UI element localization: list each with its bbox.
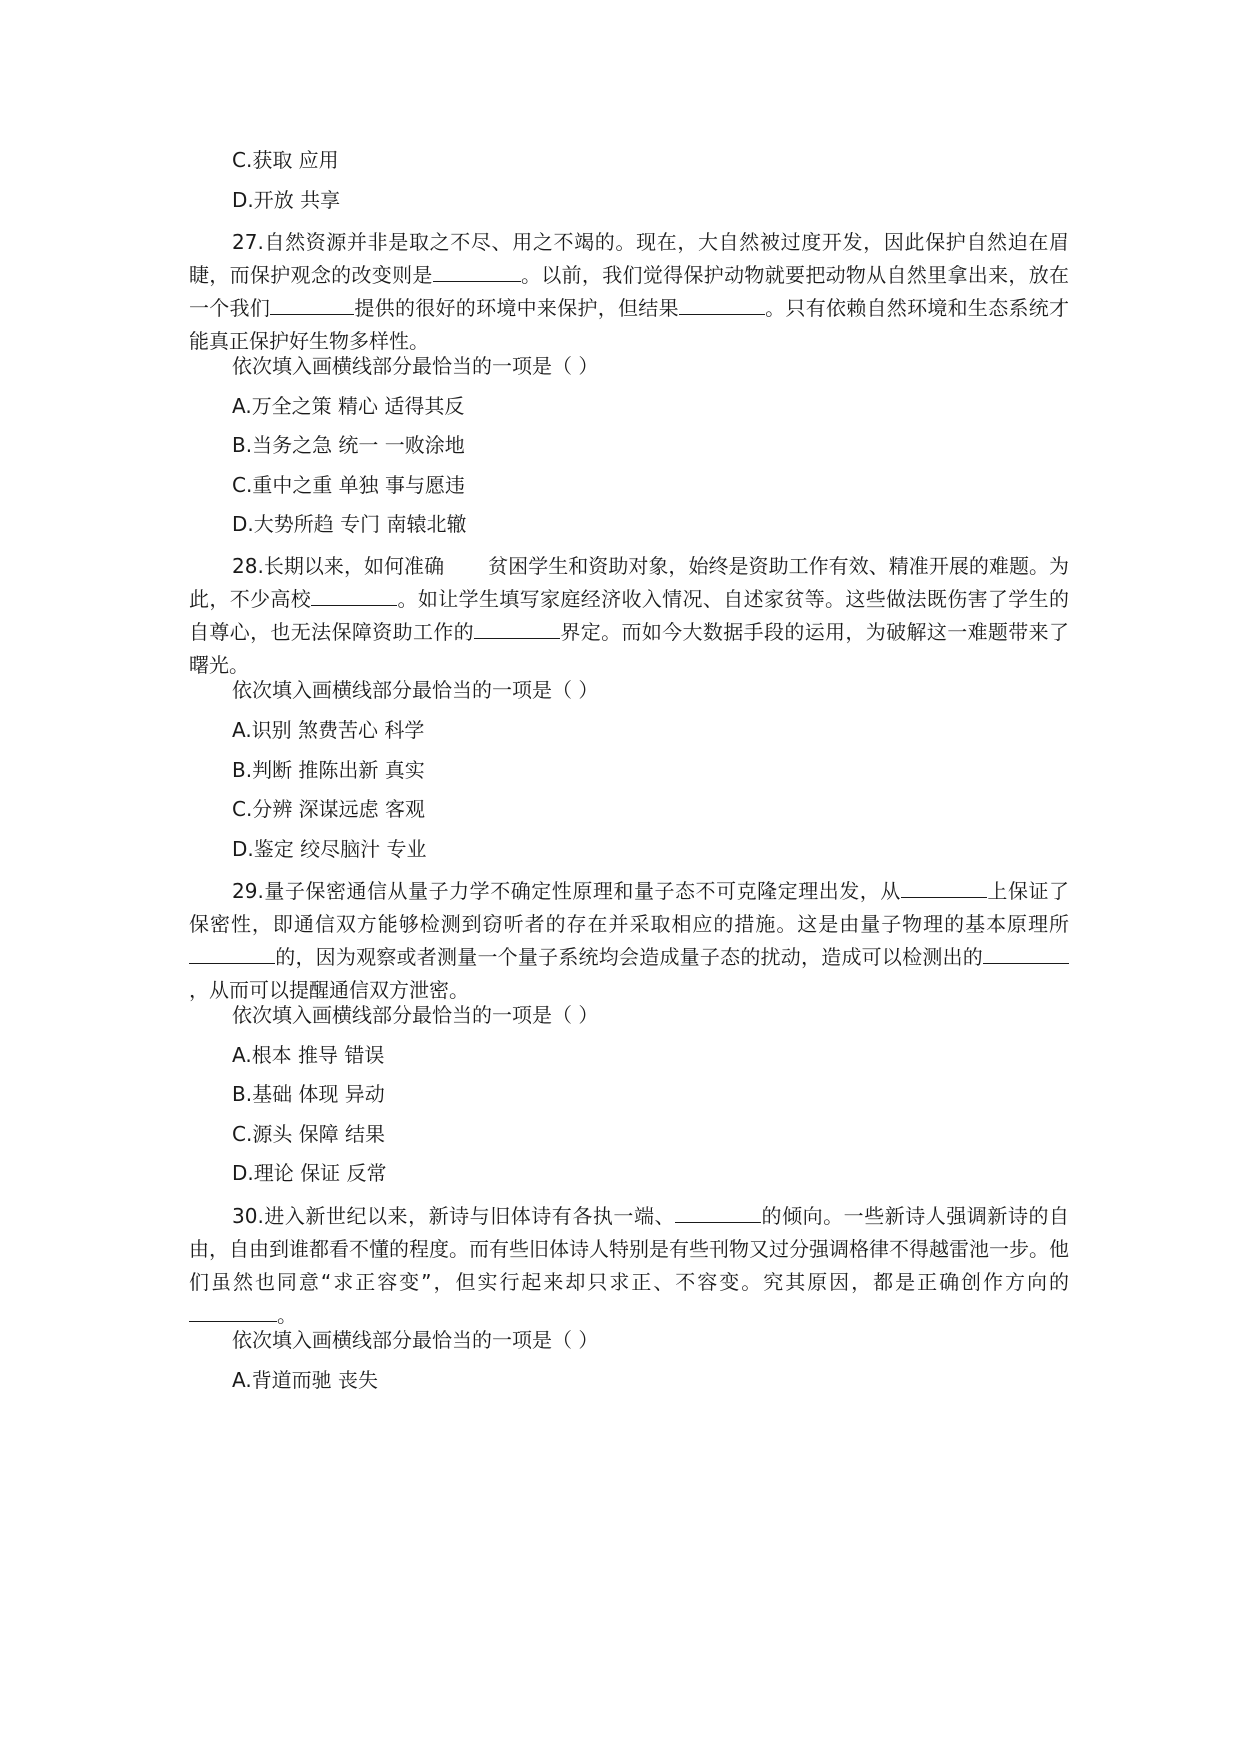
question-28-stem: 28.长期以来，如何准确 贫困学生和资助对象，始终是资助工作有效、精准开展的难题。为此，不少高校 。如让学生填写家庭经济收入情况、自述家贫等。这些做法既伤害了学生的自尊心，也无法保障资助工作的 界定。而如今大数据手段的运用，为破解这一难题带来了曙光。 — [189, 554, 1070, 677]
question-28-option-a: A.识别 煞费苦心 科学 — [232, 718, 425, 742]
question-29-prompt: 依次填入画横线部分最恰当的一项是（ ） — [232, 1003, 599, 1027]
question-30-prompt: 依次填入画横线部分最恰当的一项是（ ） — [232, 1328, 599, 1352]
question-27-option-d: D.大势所趋 专门 南辕北辙 — [232, 512, 467, 536]
question-29-option-d: D.理论 保证 反常 — [232, 1161, 387, 1185]
question-28-option-b: B.判断 推陈出新 真实 — [232, 758, 425, 782]
option-d-prev: D.开放 共享 — [232, 188, 341, 212]
question-number: 28. — [232, 554, 264, 578]
question-27-option-c: C.重中之重 单独 事与愿违 — [232, 473, 466, 497]
question-28-option-c: C.分辨 深谋远虑 客观 — [232, 797, 426, 821]
fill-blank — [474, 616, 560, 639]
fill-blank — [270, 292, 354, 315]
question-27-prompt: 依次填入画横线部分最恰当的一项是（ ） — [232, 354, 599, 378]
question-30-option-a: A.背道而驰 丧失 — [232, 1368, 379, 1392]
fill-blank — [983, 941, 1069, 964]
fill-blank — [675, 1200, 761, 1223]
fill-blank — [901, 875, 987, 898]
question-28-option-d: D.鉴定 绞尽脑汁 专业 — [232, 837, 427, 861]
question-number: 30. — [232, 1204, 264, 1228]
fill-blank — [311, 583, 397, 606]
question-number: 27. — [232, 230, 264, 254]
fill-blank — [189, 941, 275, 964]
fill-blank — [189, 1299, 277, 1322]
option-c-prev: C.获取 应用 — [232, 148, 339, 172]
question-27-option-a: A.万全之策 精心 适得其反 — [232, 394, 465, 418]
question-27-option-b: B.当务之急 统一 一败涂地 — [232, 433, 465, 457]
question-29-option-b: B.基础 体现 异动 — [232, 1082, 385, 1106]
question-29-stem: 29.量子保密通信从量子力学不确定性原理和量子态不可克隆定理出发，从 上保证了保密性，即通信双方能够检测到窃听者的存在并采取相应的措施。这是由量子物理的基本原理所的，因为观察或者测量一个量子系统均会造成量子态的扰动，造成可以检测出的，从而可以提醒通信双方泄密。 — [189, 875, 1069, 1007]
question-28-prompt: 依次填入画横线部分最恰当的一项是（ ） — [232, 678, 599, 702]
question-27-stem: 27.自然资源并非是取之不尽、用之不竭的。现在，大自然被过度开发，因此保护自然迫在眉睫，而保护观念的改变则是 。以前，我们觉得保护动物就要把动物从自然里拿出来，放在一个我们 提供的很好的环境中来保护，但结果 。只有依赖自然环境和生态系统才能真正保护好生物多样性。 — [189, 230, 1070, 353]
fill-blank — [433, 259, 521, 282]
fill-blank — [679, 292, 765, 315]
question-29-option-a: A.根本 推导 错误 — [232, 1043, 385, 1067]
question-30-stem: 30.进入新世纪以来，新诗与旧体诗有各执一端、 的倾向。一些新诗人强调新诗的自由，自由到谁都看不懂的程度。而有些旧体诗人特别是有些刊物又过分强调格律不得越雷池一步。他们虽然也同意“求正容变”，但实行起来却只求正、不容变。究其原因，都是正确创作方向的。 — [189, 1200, 1069, 1332]
question-number: 29. — [232, 879, 264, 903]
question-29-option-c: C.源头 保障 结果 — [232, 1122, 386, 1146]
